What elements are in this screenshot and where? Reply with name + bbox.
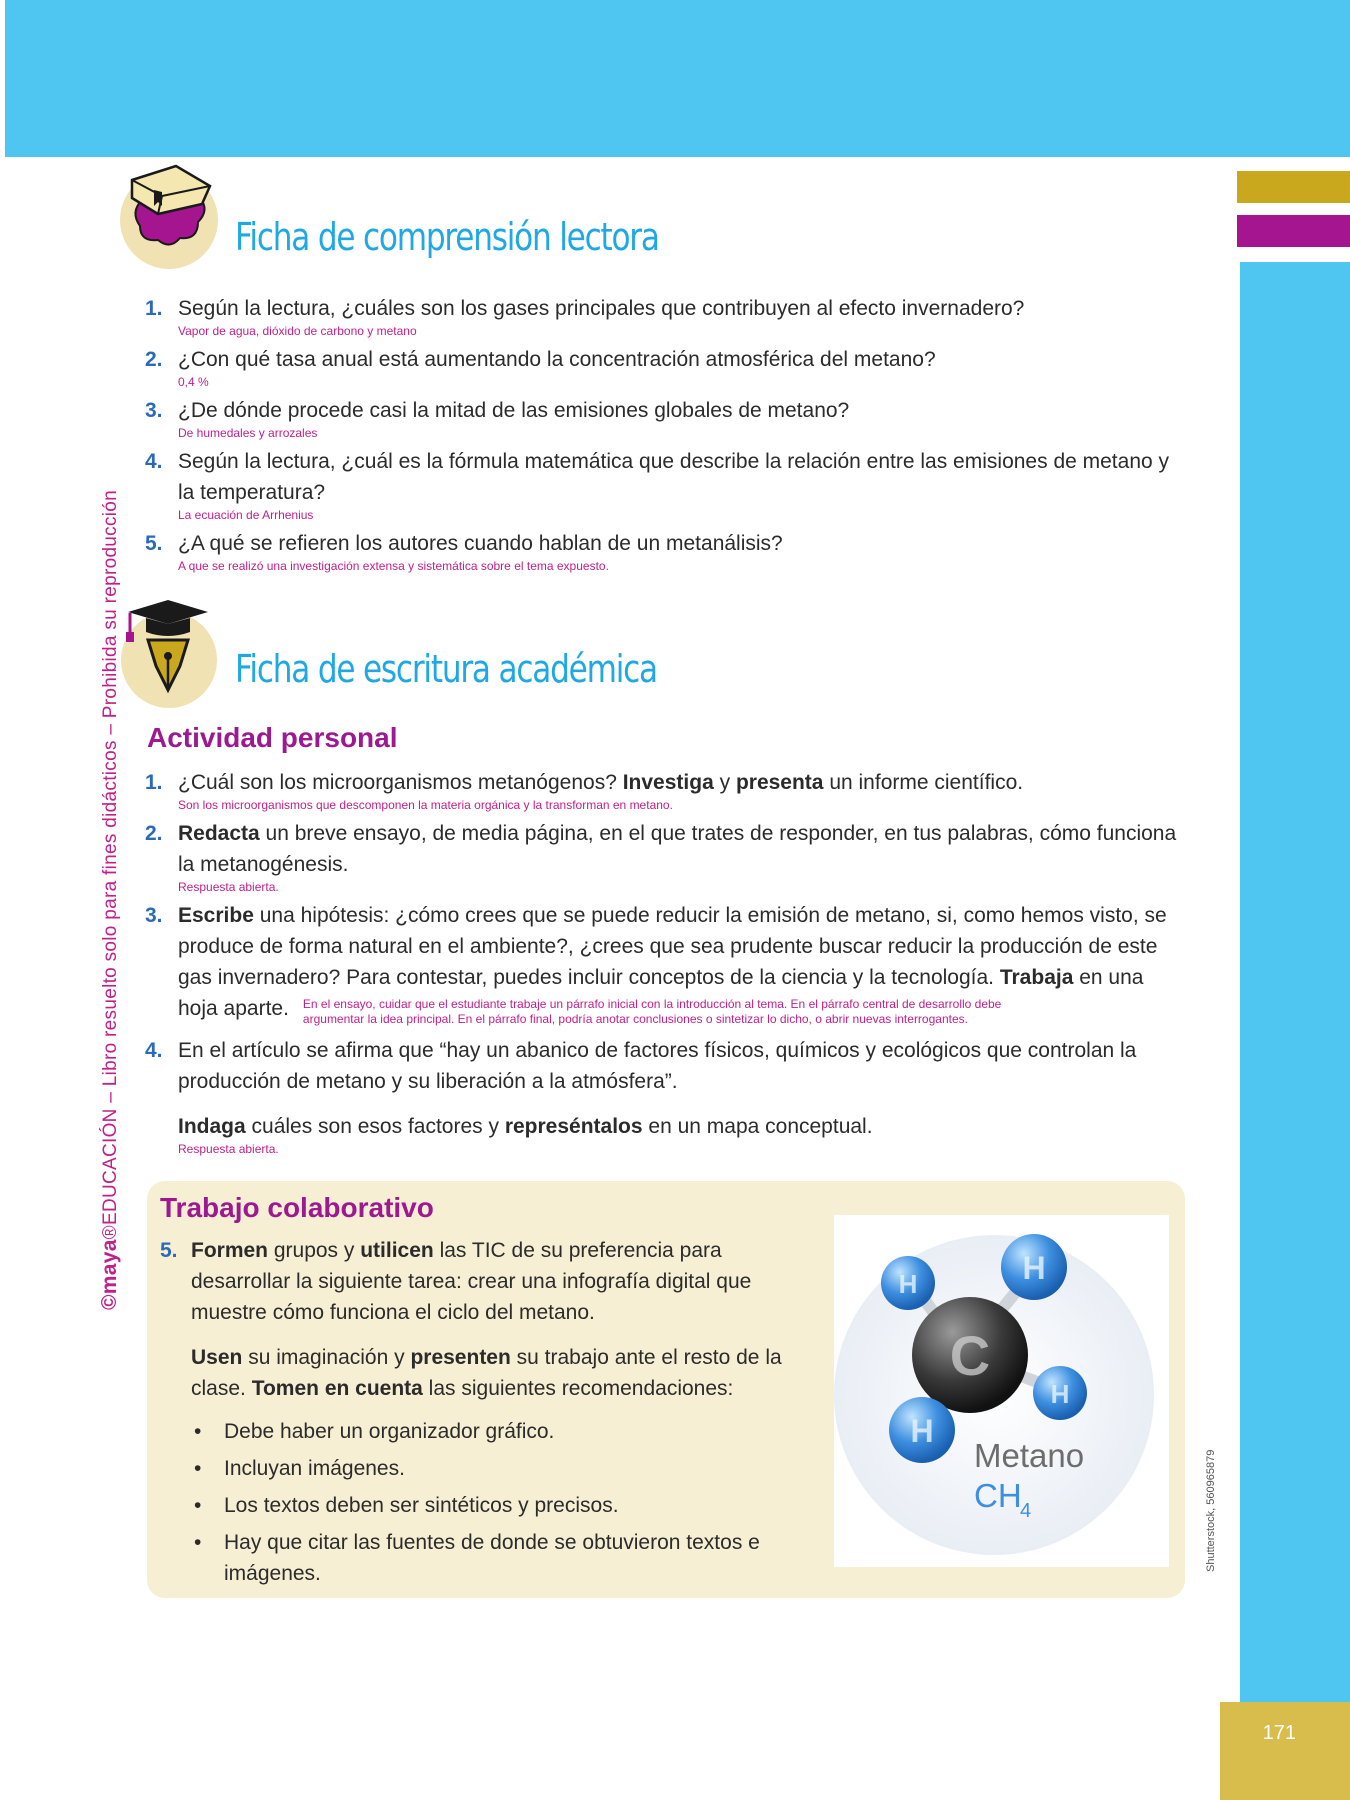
task-keyword: presenta [735, 771, 824, 794]
reading-title: Ficha de comprensión lectora [235, 215, 659, 259]
list-item [145, 293, 1185, 339]
bullet-text: Los textos deben ser sintéticos y precisos. [224, 1494, 619, 1517]
recommendations-list [191, 1416, 800, 1589]
answer-text: Vapor de agua, dióxido de carbono y metano [178, 324, 417, 338]
list-item [145, 446, 1185, 523]
bullet-mark: • [194, 1457, 202, 1480]
bullet-text: Incluyan imágenes. [224, 1457, 405, 1480]
atom-label-h: H [1022, 1250, 1046, 1286]
task-text: un breve ensayo, de media página, en el que trates de responder, en tus palabras, cómo funciona la metanogénesis. [178, 822, 1177, 876]
answer-text: 0,4 % [178, 375, 209, 389]
task-keyword: Escribe [178, 904, 254, 927]
item-number: 5. [160, 1239, 178, 1262]
task-text: en una hoja aparte. [178, 966, 1144, 1020]
task-text: cuáles son esos factores y [245, 1115, 505, 1138]
item-number: 2. [145, 348, 163, 371]
task-keyword: Redacta [178, 822, 260, 845]
task-keyword: Formen [191, 1239, 269, 1262]
molecule-name: Metano [974, 1437, 1085, 1474]
header-edge [0, 0, 5, 157]
answer-text: Son los microorganismos que descomponen la materia orgánica y la transforman en metano. [178, 798, 673, 812]
item-number: 5. [145, 532, 163, 555]
task-text: En el artículo se afirma que “hay un abanico de factores físicos, químicos y ecológicos que controlan la producción de metano y su liberación a la atmósfera”. [178, 1039, 1137, 1093]
answer-text: A que se realizó una investigación extensa y sistemática sobre el tema expuesto. [178, 559, 609, 573]
task-keyword: presenten [410, 1346, 511, 1369]
bullet-item [191, 1416, 800, 1447]
list-item [145, 767, 1185, 813]
bullet-mark: • [194, 1420, 202, 1443]
molecule-subscript: 4 [1020, 1500, 1032, 1522]
task-keyword: represéntalos [504, 1115, 643, 1138]
item-number: 3. [145, 399, 163, 422]
task-text: una hipótesis: ¿cómo crees que se puede reducir la emisión de metano, si, como hemos visto, se produce de forma natural en el ambiente?, ¿crees que sea prudente buscar reducir la producción de este gas invernadero? Para contestar, puedes incluir conceptos de la ciencia y la tecnología. [178, 904, 1167, 989]
header-band [0, 0, 1350, 157]
task-text: su imaginación y [242, 1346, 411, 1369]
answer-text: Respuesta abierta. [178, 880, 279, 894]
list-item [145, 1035, 1185, 1157]
task-text: en un mapa conceptual. [642, 1115, 873, 1138]
question-text: ¿De dónde procede casi la mitad de las emisiones globales de metano? [178, 399, 850, 422]
answer-line: En el ensayo, cuidar que el estudiante trabaje un párrafo inicial con la introducción al tema. En el párrafo central de desarrollo debe [302, 997, 1002, 1011]
answer-text: De humedales y arrozales [178, 426, 318, 440]
bullet-mark: • [194, 1531, 202, 1554]
item-number: 1. [145, 297, 163, 320]
page-number-box [1220, 1702, 1350, 1800]
bullet-text: Hay que citar las fuentes de donde se obtuvieron textos e imágenes. [224, 1531, 760, 1585]
question-text: ¿Con qué tasa anual está aumentando la concentración atmosférica del metano? [178, 348, 936, 371]
item-number: 1. [145, 771, 163, 794]
copyright-text: ®EDUCACIÓN – Libro resuelto solo para fines didácticos – Prohibida su reproducción [100, 489, 121, 1240]
answer-line: argumentar la idea principal. En el párrafo final, podría anotar conclusiones o sintetizar lo dicho, o abrir nuevas interrogantes. [302, 1012, 968, 1026]
list-item [160, 1235, 800, 1589]
graduation-pen-icon [118, 598, 218, 710]
bullet-item [191, 1453, 800, 1484]
task-keyword: Tomen en cuenta [251, 1377, 423, 1400]
task-text: un informe científico. [823, 771, 1024, 794]
list-item [145, 395, 1185, 441]
task-text: las TIC de su preferencia para desarrollar la siguiente tarea: crear una infografía digital que muestre cómo funciona el ciclo del metano. [191, 1239, 752, 1324]
task-text: las siguientes recomendaciones: [422, 1377, 734, 1400]
question-text: Según la lectura, ¿cuál es la fórmula matemática que describe la relación entre las emisiones de metano y la temperatura? [178, 450, 1170, 504]
page-number: 171 [1262, 1722, 1296, 1744]
atom-label-h: H [898, 1269, 918, 1299]
item-number: 4. [145, 450, 163, 473]
question-text: ¿A qué se refieren los autores cuando hablan de un metanálisis? [178, 532, 783, 555]
list-item [145, 344, 1185, 390]
bullet-item [191, 1527, 800, 1589]
section-tab-gold [1237, 171, 1350, 203]
task-text: su trabajo ante el resto de la clase. [191, 1346, 782, 1400]
answer-text: La ecuación de Arrhenius [178, 508, 314, 522]
section-tab-magenta [1237, 215, 1350, 247]
task-keyword: Indaga [178, 1115, 246, 1138]
task-keyword: Investiga [622, 771, 714, 794]
task-text: ¿Cuál son los microorganismos metanógenos? [178, 771, 623, 794]
methane-molecule-svg [834, 1215, 1169, 1567]
item-number: 3. [145, 904, 163, 927]
collaborative-title: Trabajo colaborativo [160, 1192, 434, 1223]
bullet-item [191, 1490, 800, 1521]
task-keyword: Trabaja [999, 966, 1074, 989]
list-item [145, 528, 1185, 574]
atom-label-h: H [910, 1413, 934, 1449]
molecule-formula: CH [974, 1477, 1022, 1514]
writing-title: Ficha de escritura académica [235, 647, 657, 691]
answer-text [303, 997, 1001, 1027]
task-keyword: Usen [191, 1346, 243, 1369]
personal-activity-title: Actividad personal [147, 722, 398, 753]
task-keyword: utilicen [360, 1239, 434, 1262]
list-item [145, 900, 1185, 1027]
item-number: 2. [145, 822, 163, 845]
answer-text: Respuesta abierta. [178, 1142, 279, 1156]
image-credit: Shutterstock, 560965879 [1205, 1449, 1217, 1572]
collaborative-tasks [160, 1235, 800, 1595]
atom-label-h: H [1050, 1379, 1070, 1409]
brain-book-icon [118, 160, 218, 275]
task-text: grupos y [268, 1239, 361, 1262]
list-item [145, 818, 1185, 895]
bullet-text: Debe haber un organizador gráfico. [224, 1420, 555, 1443]
atom-label-c: C [949, 1324, 991, 1387]
bullet-mark: • [194, 1494, 202, 1517]
item-number: 4. [145, 1039, 163, 1062]
brand-logo: ©maya [98, 1239, 121, 1310]
question-text: Según la lectura, ¿cuáles son los gases principales que contribuyen al efecto invernadero? [178, 297, 1025, 320]
methane-illustration [834, 1215, 1169, 1567]
task-text: y [713, 771, 736, 794]
reading-questions [145, 293, 1185, 579]
writing-tasks [145, 767, 1185, 1162]
side-bar [1240, 262, 1350, 1702]
